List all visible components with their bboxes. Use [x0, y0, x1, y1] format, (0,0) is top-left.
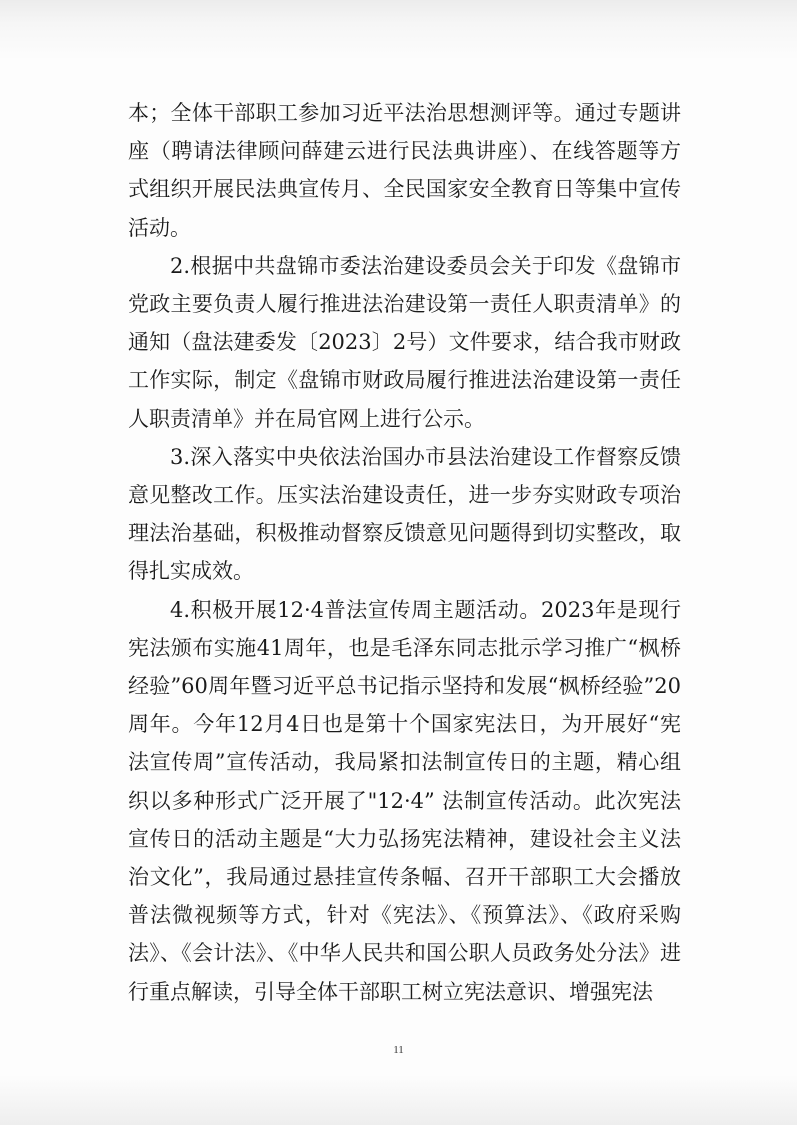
paragraph-item-4: 4.积极开展12·4普法宣传周主题活动。2023年是现行宪法颁布实施41周年，也是毛泽东同志批示学习推广“枫桥经验”60周年暨习近平总书记指示坚持和发展“枫桥经验”20周年。今年12月4日也是第十个国家宪法日，为开展好“宪法宣传周”宣传活动，我局紧扣法制宣传日的主题，精心组织以多种形式广泛开展了"12·4” 法制宣传活动。此次宪法宣传日的活动主题是“大力弘扬宪法精神，建设社会主义法治文化”，我局通过悬挂宣传条幅、召开干部职工大会播放普法微视频等方式，针对《宪法》、《预算法》、《政府采购法》、《会计法》、《中华人民共和国公职人员政务处分法》进行重点解读，引导全体干部职工树立宪法意识、增强宪法 [128, 597, 681, 1004]
paragraph-continuation: 本；全体干部职工参加习近平法治思想测评等。通过专题讲座（聘请法律顾问薛建云进行民法典讲座）、在线答题等方式组织开展民法典宣传月、全民国家安全教育日等集中宣传活动。 [128, 101, 681, 240]
page-number: 11 [393, 1044, 404, 1056]
scan-shadow-bottom [0, 1075, 797, 1125]
paragraph-item-3: 3.深入落实中央依法治国办市县法治建设工作督察反馈意见整改工作。压实法治建设责任，进一步夯实财政专项治理法治基础，积极推动督察反馈意见问题得到切实整改，取得扎实成效。 [128, 444, 681, 584]
scan-shadow-top [0, 0, 797, 60]
document-body [128, 94, 681, 1011]
paragraph-item-2: 2.根据中共盘锦市委法治建设委员会关于印发《盘锦市党政主要负责人履行推进法治建设第一责任人职责清单》的通知（盘法建委发〔2023〕2号）文件要求，结合我市财政工作实际，制定《盘锦市财政局履行推进法治建设第一责任人职责清单》并在局官网上进行公示。 [128, 253, 681, 431]
